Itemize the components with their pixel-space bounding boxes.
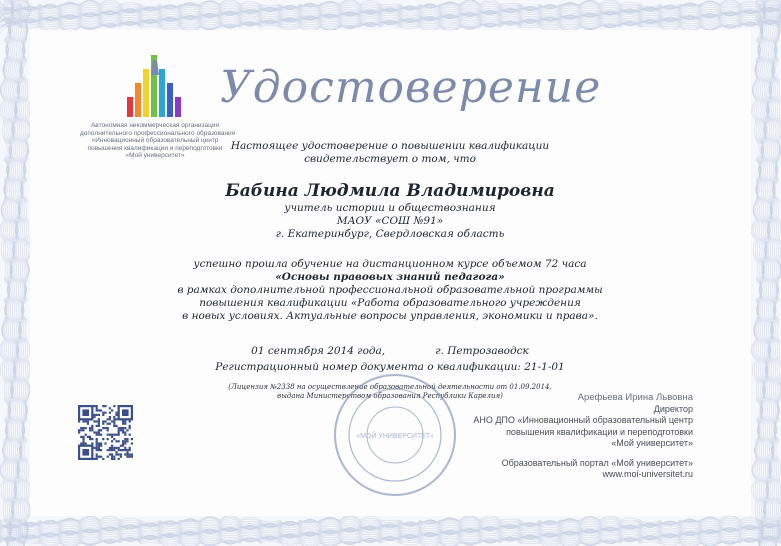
recipient-position: учитель истории и обществознания xyxy=(284,202,496,214)
recipient-block xyxy=(170,180,610,241)
website-link: www.moi-universitet.ru xyxy=(602,469,693,479)
license-line: выдана Министерством образования Республики Карелия) xyxy=(277,392,503,400)
logo-caption-line: «Мой университет» xyxy=(125,152,185,159)
official-stamp xyxy=(330,370,460,500)
recipient-name: Бабина Людмила Владимировна xyxy=(225,181,555,201)
signer-role: Директор xyxy=(653,403,693,414)
logo-caption-line: повышения квалификации и переподготовки xyxy=(87,144,223,152)
issue-date: 01 сентября 2014 года, xyxy=(251,345,386,357)
intro-line: свидетельствует о том, что xyxy=(304,153,476,165)
stamp-text: «МОЙ УНИВЕРСИТЕТ» xyxy=(356,433,434,440)
portal-name: Образовательный портал «Мой университет» xyxy=(501,457,693,468)
recipient-city: г. Екатеринбург, Свердловская область xyxy=(275,228,505,240)
course-name: «Основы правовых знаний педагога» xyxy=(275,271,505,283)
program-line: повышения квалификации «Работа образовательного учреждения xyxy=(199,297,581,309)
issue-city: г. Петрозаводск xyxy=(435,345,529,357)
program-line: в рамках дополнительной профессиональной образовательной программы xyxy=(177,284,603,296)
signer-org-line: повышения квалификации и переподготовки xyxy=(506,426,693,437)
intro-line: Настоящее удостоверение о повышении квалификации xyxy=(230,140,550,152)
signature-block xyxy=(443,392,693,481)
signer-org-line: «Мой университет» xyxy=(611,438,693,448)
logo-caption-line: дополнительного профессионального образования xyxy=(80,129,236,137)
logo-caption-line: Автономная некоммерческая организация xyxy=(90,122,220,129)
program-line: в новых условиях. Актуальные вопросы управления, экономики и права». xyxy=(182,310,598,322)
date-and-city xyxy=(170,345,610,357)
signer-name: Арефьева Ирина Львовна xyxy=(577,392,693,403)
recipient-school: МАОУ «СОШ №91» xyxy=(336,215,444,227)
training-text: успешно прошла обучение на дистанционном курсе объемом 72 часа xyxy=(193,258,587,270)
certificate-title: Удостоверение xyxy=(220,62,602,113)
logo-caption-line: «Инновационный образовательный центр xyxy=(91,137,219,144)
course-block xyxy=(170,258,610,323)
intro-text xyxy=(170,140,610,166)
license-line: (Лицензия №2338 на осуществление образовательной деятельности от 01.09.2014, xyxy=(228,383,552,391)
qr-code xyxy=(78,405,133,460)
registration-number: Регистрационный номер документа о квалификации: 21-1-01 xyxy=(215,361,565,373)
signer-org-line: АНО ДПО «Инновационный образовательный центр xyxy=(473,415,693,425)
